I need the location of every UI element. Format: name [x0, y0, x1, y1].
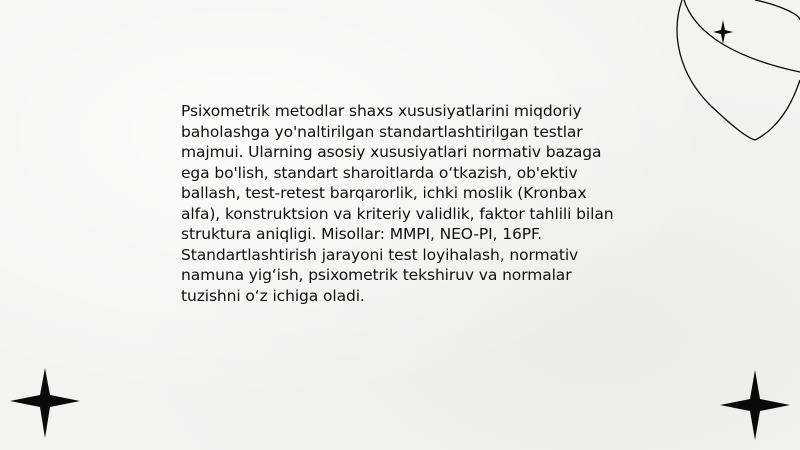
body-paragraph: Psixometrik metodlar shaxs xususiyatlarini miqdoriy baholashga yo'naltirilgan standartlashtirilgan testlar majmui. Ularning asosiy xususiyatlari normativ bazaga ega bo'lish, standart sharoitlarda o‘tkazish, ob'ektiv ballash, test-retest barqarorlik, ichki moslik (Kronbax alfa), konstruktsion va kriteriy validlik, faktor tahlili bilan struktura aniqligi. Misollar: MMPI, NEO-PI, 16PF. Standartlashtirish jarayoni test loyihalash, normativ namuna yig‘ish, psixometrik tekshiruv va normalar tuzishni o‘z ichiga oladi. [181, 102, 614, 305]
four-point-star-icon [720, 370, 790, 440]
four-point-star-icon [10, 368, 80, 438]
orbit-sparkle-icon [660, 0, 800, 145]
